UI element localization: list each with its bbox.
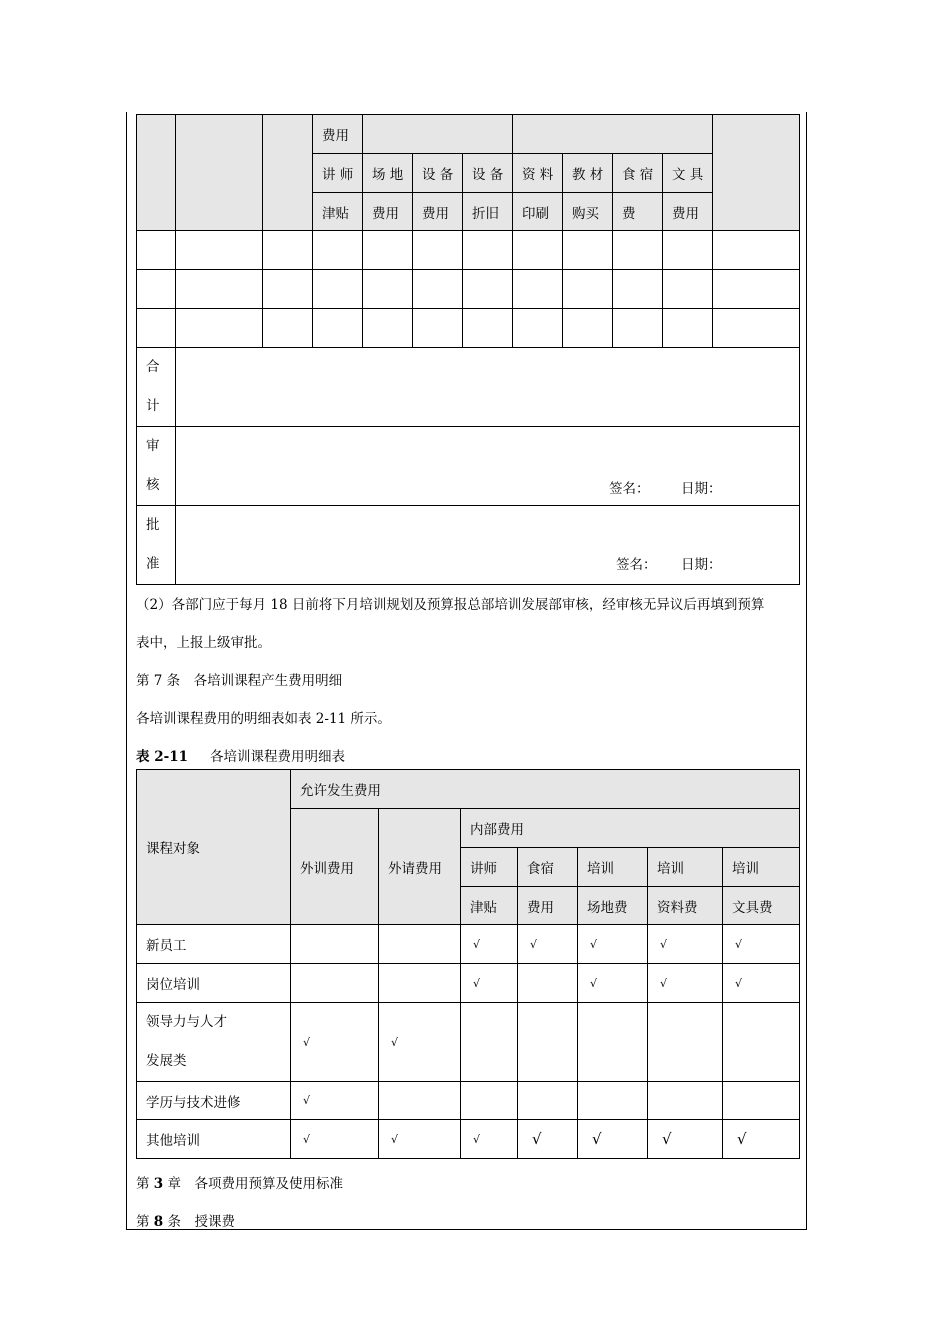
header-group-blank: [513, 115, 713, 154]
check-cell: [518, 1003, 578, 1082]
check-cell: √: [291, 1120, 379, 1159]
internal-item-top: 讲师: [461, 848, 518, 887]
check-cell: √: [723, 964, 800, 1003]
budget-table: [136, 114, 800, 585]
fee-item-top: 文 具: [663, 154, 713, 193]
header-cell-blank: [263, 115, 313, 231]
article-number: 8: [153, 1214, 164, 1230]
fee-item-bottom: 费用: [663, 193, 713, 231]
check-cell: √: [291, 1082, 379, 1120]
fee-label: 费用: [313, 115, 363, 154]
fee-item-top: 教 材: [563, 154, 613, 193]
internal-item-bottom: 场地费: [578, 887, 648, 925]
paragraph-line: 表中，上报上级审批。: [136, 635, 271, 651]
course-name: [137, 1003, 291, 1082]
fee-item-bottom: 印刷: [513, 193, 563, 231]
internal-item-bottom: 费用: [518, 887, 578, 925]
internal-item-top: 培训: [723, 848, 800, 887]
course-name: 岗位培训: [137, 964, 291, 1003]
fee-item-bottom: 费用: [363, 193, 413, 231]
total-label-top: 合: [146, 359, 160, 375]
header-cell-blank: [176, 115, 263, 231]
review-label: [137, 427, 176, 506]
paragraph-line: 各培训课程费用的明细表如表 2-11 所示。: [136, 711, 391, 727]
chapter-heading: [136, 1172, 343, 1192]
table-row: [137, 1003, 800, 1082]
fee-item-bottom: 津贴: [313, 193, 363, 231]
fee-item-top: 讲 师: [313, 154, 363, 193]
check-cell: [723, 1003, 800, 1082]
fee-item-top: 设 备: [413, 154, 463, 193]
header-cell-blank: [137, 115, 176, 231]
internal-item-top: 培训: [648, 848, 723, 887]
internal-item-bottom: 资料费: [648, 887, 723, 925]
review-label-top: 审: [146, 438, 160, 454]
table-row: [137, 964, 800, 1003]
table-row: [137, 309, 800, 348]
course-name-line2: 发展类: [146, 1053, 187, 1069]
internal-item-top: 食宿: [518, 848, 578, 887]
check-cell: [291, 925, 379, 964]
check-cell: √: [461, 1120, 518, 1159]
table-row: [137, 270, 800, 309]
fee-item-top: 设 备: [463, 154, 513, 193]
course-name: 新员工: [137, 925, 291, 964]
check-cell: [518, 1082, 578, 1120]
check-cell: √: [648, 964, 723, 1003]
fee-item-bottom: 费: [613, 193, 663, 231]
article-title: 条 授课费: [163, 1214, 235, 1230]
review-label-bottom: 核: [146, 477, 160, 493]
check-cell: √: [379, 1003, 461, 1082]
check-cell: √: [578, 964, 648, 1003]
internal-item-bottom: 文具费: [723, 887, 800, 925]
check-cell: [379, 964, 461, 1003]
table-row: [137, 231, 800, 270]
fee-item-top: 场 地: [363, 154, 413, 193]
internal-item-bottom: 津贴: [461, 887, 518, 925]
table-caption: [136, 745, 345, 765]
table-row: [137, 1120, 800, 1159]
fee-item-bottom: 费用: [413, 193, 463, 231]
check-cell: √: [648, 925, 723, 964]
article-heading: 第 7 条 各培训课程产生费用明细: [136, 673, 343, 689]
check-cell: [578, 1003, 648, 1082]
check-cell: [648, 1003, 723, 1082]
paragraph-line: （2）各部门应于每月 18 日前将下月培训规划及预算报总部培训发展部审核，经审核无异议后再填到预算: [136, 597, 765, 613]
header-group-blank: [363, 115, 513, 154]
header-cell-blank: [713, 115, 800, 231]
check-cell: √: [379, 1120, 461, 1159]
review-sign-label: 签名：: [609, 481, 650, 497]
check-cell: [723, 1082, 800, 1120]
table-row: [137, 1082, 800, 1120]
external-hire-header: 外请费用: [379, 809, 461, 925]
check-cell: [291, 964, 379, 1003]
check-cell: √: [578, 925, 648, 964]
check-cell: [461, 1082, 518, 1120]
course-header: 课程对象: [137, 770, 291, 925]
table-row: [137, 925, 800, 964]
check-cell: √: [518, 1120, 578, 1159]
approve-sign-label: 签名：: [616, 557, 657, 573]
external-training-header: 外训费用: [291, 809, 379, 925]
fee-item-top: 资 料: [513, 154, 563, 193]
course-name: 学历与技术进修: [137, 1082, 291, 1120]
total-label-bottom: 计: [146, 398, 160, 414]
article-prefix: 第: [136, 1214, 154, 1230]
check-cell: [461, 1003, 518, 1082]
chapter-number: 3: [153, 1176, 164, 1192]
total-label: [137, 348, 176, 427]
course-fee-table: [136, 769, 800, 1159]
allowed-fee-header: 允许发生费用: [291, 770, 800, 809]
approve-date-label: 日期：: [681, 557, 722, 573]
approve-label-bottom: 准: [146, 556, 160, 572]
check-cell: √: [518, 925, 578, 964]
check-cell: √: [461, 964, 518, 1003]
internal-fee-header: 内部费用: [461, 809, 800, 848]
chapter-title: 章 各项费用预算及使用标准: [163, 1176, 343, 1192]
course-name: 其他培训: [137, 1120, 291, 1159]
internal-item-top: 培训: [578, 848, 648, 887]
course-name-line1: 领导力与人才: [146, 1014, 227, 1030]
approve-label-top: 批: [146, 517, 160, 533]
table-caption-title: 各培训课程费用明细表: [209, 749, 345, 765]
review-date-label: 日期：: [681, 481, 722, 497]
check-cell: [578, 1082, 648, 1120]
check-cell: [379, 925, 461, 964]
article-heading: [136, 1210, 235, 1230]
chapter-prefix: 第: [136, 1176, 154, 1192]
check-cell: √: [723, 1120, 800, 1159]
check-cell: [379, 1082, 461, 1120]
total-value-cell: [176, 348, 800, 427]
check-cell: √: [291, 1003, 379, 1082]
check-cell: √: [578, 1120, 648, 1159]
check-cell: [518, 964, 578, 1003]
fee-item-top: 食 宿: [613, 154, 663, 193]
check-cell: √: [461, 925, 518, 964]
check-cell: √: [648, 1120, 723, 1159]
check-cell: [648, 1082, 723, 1120]
table-caption-number: 表 2-11: [136, 749, 188, 765]
check-cell: √: [723, 925, 800, 964]
fee-item-bottom: 购买: [563, 193, 613, 231]
approve-label: [137, 506, 176, 585]
fee-item-bottom: 折旧: [463, 193, 513, 231]
